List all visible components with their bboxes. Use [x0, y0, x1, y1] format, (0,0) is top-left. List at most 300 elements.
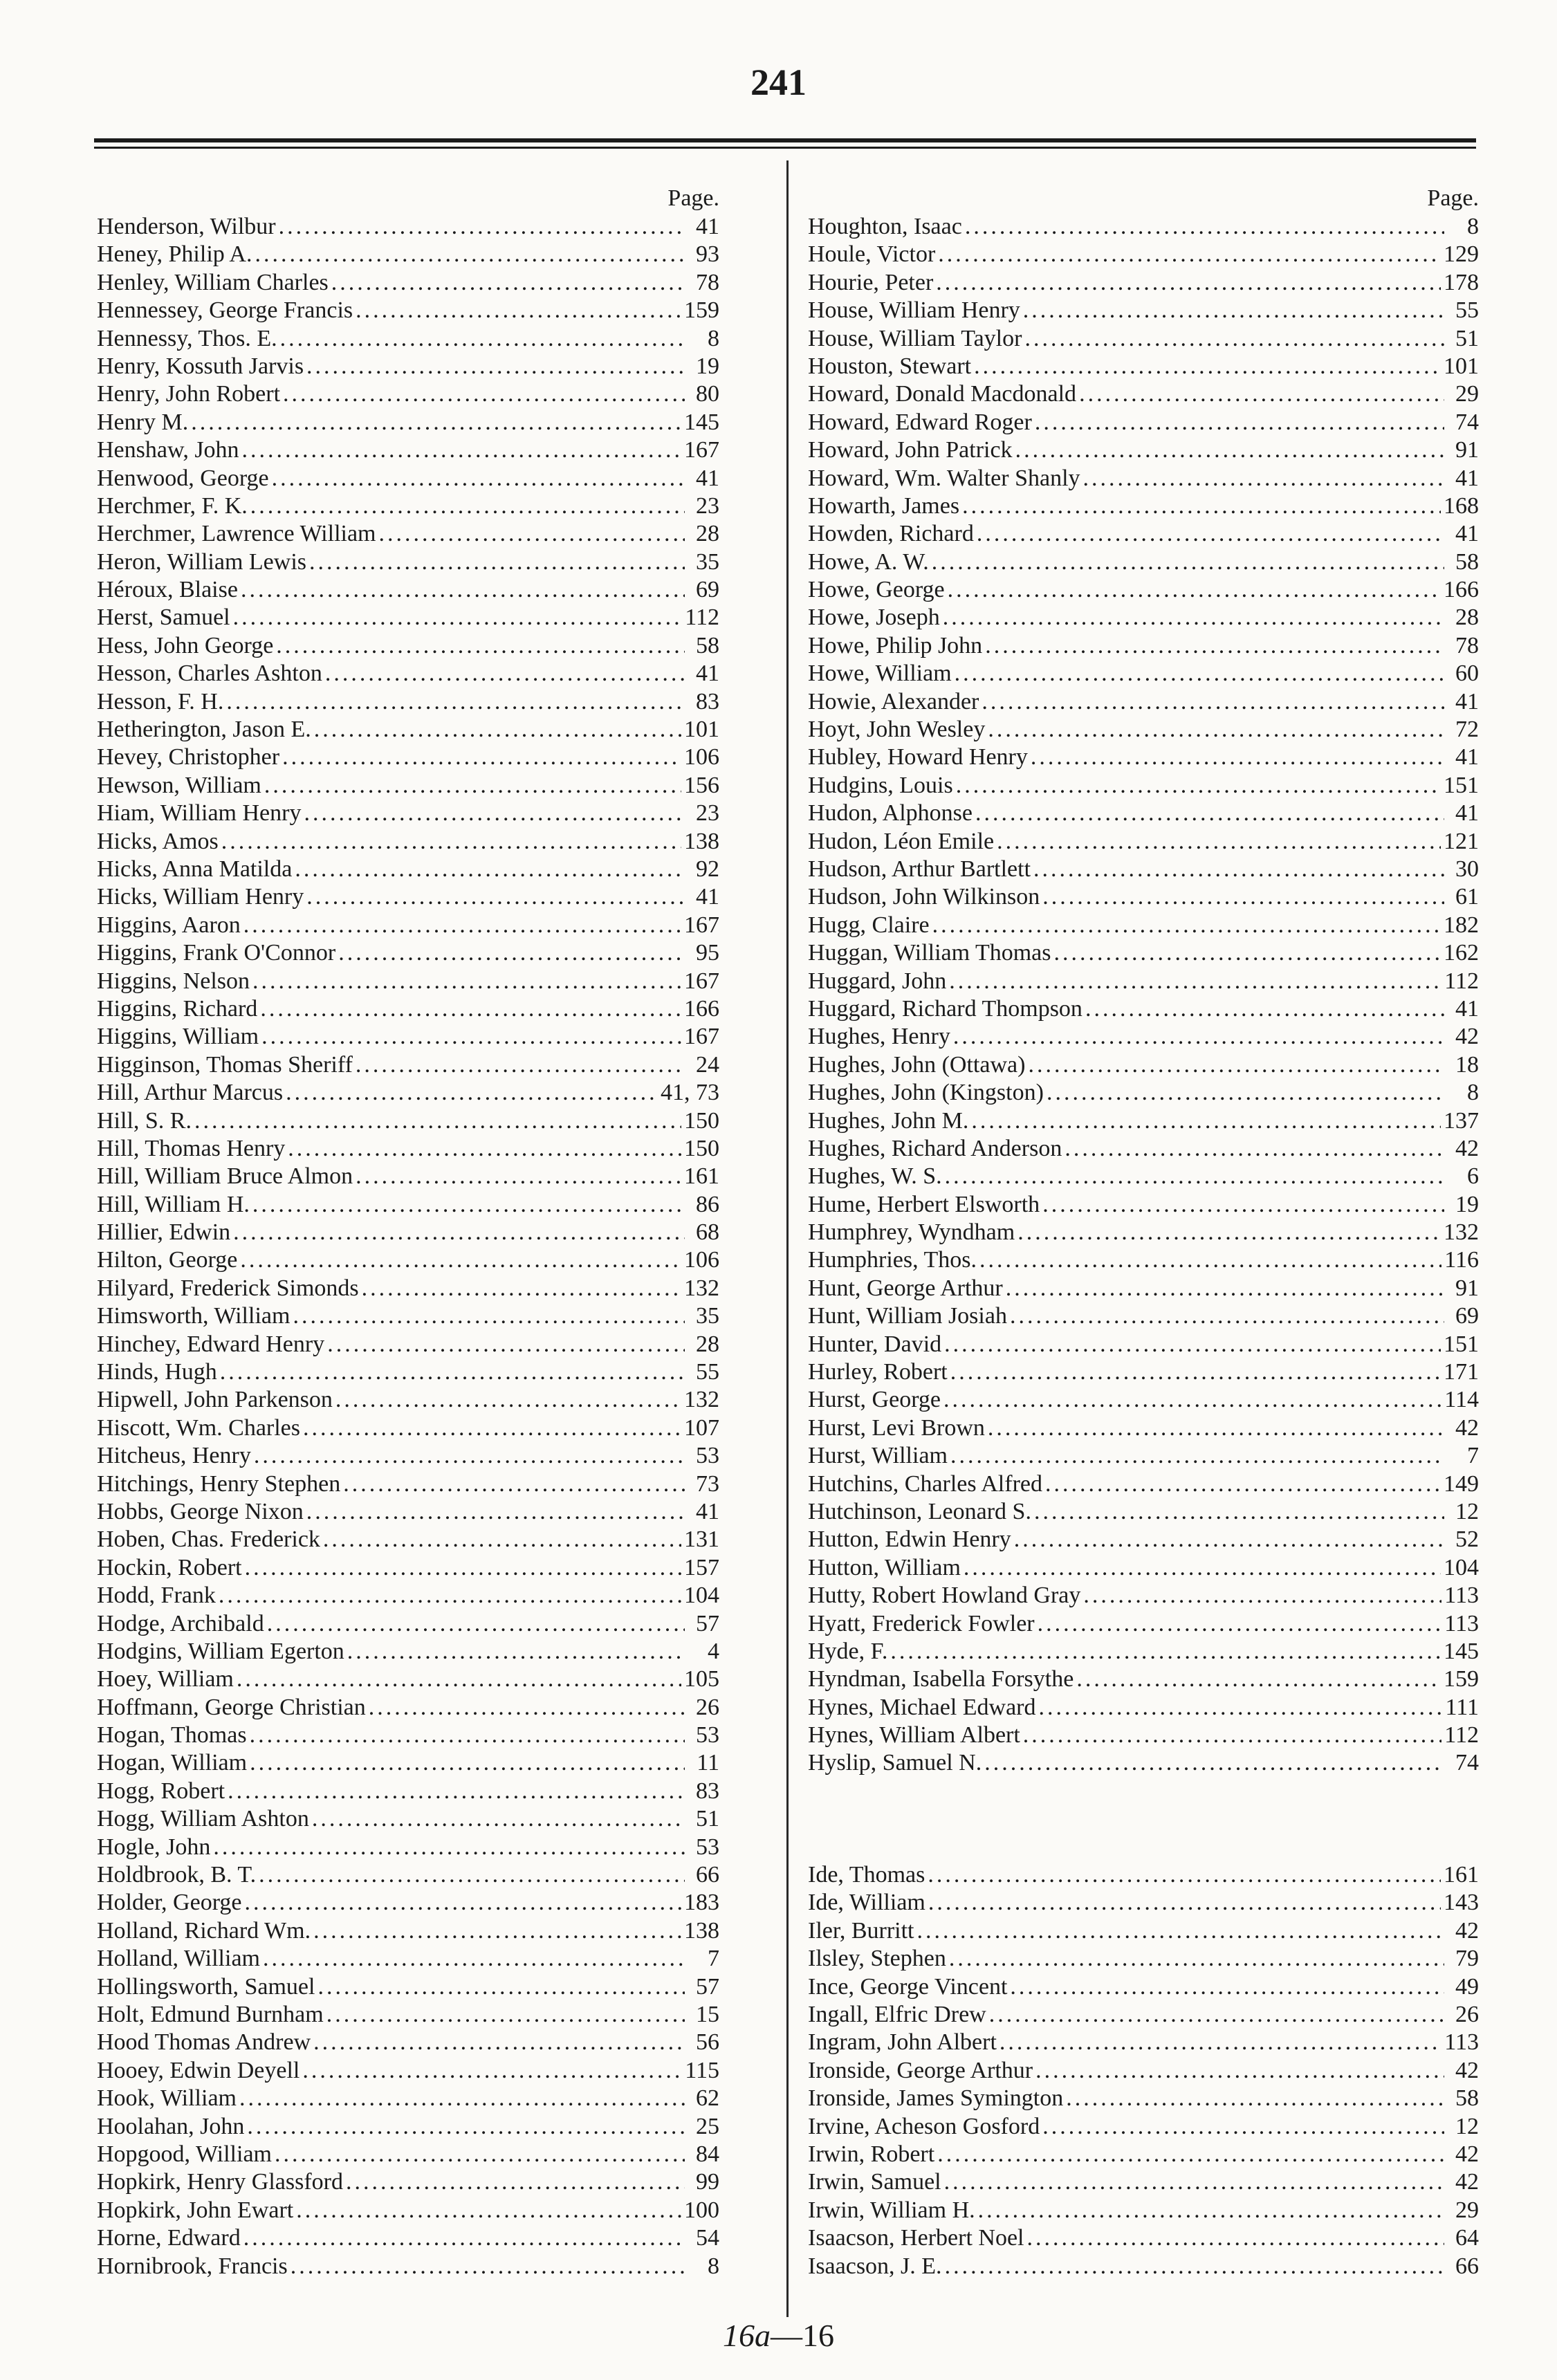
index-entry: [808, 1079, 1479, 1107]
entry-page-number: 7: [708, 1946, 719, 1972]
entry-page-number: 54: [696, 2225, 719, 2251]
column-divider: [786, 160, 789, 2317]
entry-page-number: 51: [696, 1806, 719, 1832]
dot-leader: [283, 380, 685, 408]
entry-name: Hudson, Arthur Bartlett: [808, 856, 1031, 882]
index-entry: [808, 1722, 1479, 1749]
dot-leader: [369, 1694, 685, 1722]
index-entry: [808, 520, 1479, 548]
dot-leader: [243, 912, 681, 939]
entry-name: Humphries, Thos.: [808, 1247, 977, 1273]
index-entry: [808, 2141, 1479, 2168]
index-entry: [808, 939, 1479, 967]
entry-page-number: 138: [684, 828, 719, 854]
dot-leader: [964, 1554, 1441, 1582]
entry-page-number: 112: [1444, 968, 1479, 994]
dot-leader: [302, 2057, 682, 2085]
entry-page-number: 80: [696, 381, 719, 407]
dot-leader: [306, 1498, 685, 1526]
entry-name: Hume, Herbert Elsworth: [808, 1191, 1040, 1217]
dot-leader: [237, 1666, 681, 1693]
dot-leader: [1014, 1526, 1444, 1553]
index-entry: [808, 1498, 1479, 1526]
index-entry: [808, 353, 1479, 380]
index-entry: [808, 1638, 1479, 1666]
index-entry: [97, 1051, 719, 1079]
entry-page-number: 137: [1444, 1107, 1479, 1134]
entry-name: Henry, Kossuth Jarvis: [97, 353, 304, 379]
entry-name: Hughes, John M.: [808, 1107, 969, 1134]
dot-leader: [1085, 995, 1444, 1023]
dot-leader: [280, 325, 685, 353]
entry-page-number: 159: [1444, 1666, 1479, 1692]
index-entry: [97, 492, 719, 520]
dot-leader: [988, 1414, 1444, 1442]
dot-leader: [213, 1834, 685, 1861]
dot-leader: [245, 1554, 681, 1582]
index-entry: [97, 1107, 719, 1135]
entry-name: Horne, Edward: [97, 2225, 241, 2251]
entry-name: Hudon, Alphonse: [808, 800, 973, 827]
dot-leader: [219, 1582, 681, 1609]
entry-page-number: 53: [696, 1722, 719, 1749]
dot-leader: [1010, 1302, 1444, 1330]
entry-name: Hinds, Hugh: [97, 1359, 217, 1385]
index-entry: [97, 1889, 719, 1917]
entry-page-number: 167: [684, 437, 719, 463]
entry-name: Henshaw, John: [97, 437, 239, 463]
index-entry: [97, 632, 719, 660]
entry-page-number: 107: [684, 1414, 719, 1441]
entry-name: Hill, William Bruce Almon: [97, 1163, 353, 1190]
entry-name: Hogan, William: [97, 1750, 248, 1776]
dot-leader: [346, 2168, 685, 2196]
entry-name: Hoyt, John Wesley: [808, 717, 986, 743]
page-number: 241: [750, 62, 807, 103]
entry-page-number: 104: [1444, 1554, 1479, 1580]
entry-page-number: 143: [1444, 1890, 1479, 1916]
entry-page-number: 131: [684, 1526, 719, 1553]
dot-leader: [306, 353, 685, 380]
index-entry: [808, 1275, 1479, 1302]
entry-name: Hudgins, Louis: [808, 772, 953, 798]
index-entry: [97, 1442, 719, 1470]
entry-name: Hopkirk, John Ewart: [97, 2197, 294, 2223]
entry-page-number: 138: [684, 1917, 719, 1944]
dot-leader: [303, 1414, 681, 1442]
entry-page-number: 113: [1444, 1583, 1479, 1609]
dot-leader: [326, 2001, 685, 2029]
entry-page-number: 58: [1455, 548, 1479, 575]
entry-page-number: 95: [696, 940, 719, 966]
entry-name: Hollingsworth, Samuel: [97, 1973, 315, 2000]
entry-name: Hutchinson, Leonard S.: [808, 1498, 1031, 1524]
index-entry: [808, 856, 1479, 883]
dot-leader: [979, 1246, 1441, 1274]
index-entry: [97, 1610, 719, 1638]
entry-name: Hipwell, John Parkenson: [97, 1387, 333, 1413]
entry-name: House, William Taylor: [808, 325, 1022, 351]
entry-page-number: 149: [1444, 1470, 1479, 1497]
dot-leader: [1039, 1694, 1443, 1722]
dot-leader: [338, 939, 685, 967]
entry-name: Hodge, Archibald: [97, 1610, 264, 1636]
entry-name: Howard, Wm. Walter Shanly: [808, 465, 1080, 491]
index-entry: [97, 1498, 719, 1526]
index-entry: [97, 436, 719, 464]
dot-leader: [928, 1889, 1441, 1917]
entry-name: Heney, Philip A.: [97, 241, 252, 268]
entry-name: Irvine, Acheson Gosford: [808, 2113, 1040, 2139]
index-entry: [97, 716, 719, 744]
index-entry: [97, 604, 719, 631]
entry-page-number: 24: [696, 1051, 719, 1078]
dot-leader: [1028, 1051, 1444, 1079]
dot-leader: [1015, 436, 1444, 464]
dot-leader: [999, 2029, 1441, 2056]
index-entry: [97, 353, 719, 380]
dot-leader: [1047, 1079, 1444, 1107]
entry-name: Higgins, Richard: [97, 995, 258, 1022]
dot-leader: [1042, 883, 1444, 911]
entry-name: Hennessy, Thos. E.: [97, 325, 277, 351]
dot-leader: [1042, 2113, 1444, 2141]
signature-number: —16: [771, 2318, 834, 2353]
entry-name: Hodd, Frank: [97, 1583, 216, 1609]
entry-name: Hurley, Robert: [808, 1359, 948, 1385]
entry-name: Hess, John George: [97, 632, 274, 658]
entry-page-number: 8: [708, 325, 719, 351]
entry-page-number: 41, 73: [661, 1080, 719, 1106]
entry-page-number: 182: [1444, 912, 1479, 938]
index-entry: [808, 1917, 1479, 1945]
dot-leader: [317, 1973, 685, 2001]
index-entry: [808, 1889, 1479, 1917]
entry-page-number: 69: [1455, 1303, 1479, 1329]
index-entry: [97, 1638, 719, 1666]
entry-page-number: 150: [684, 1107, 719, 1134]
entry-page-number: 18: [1455, 1051, 1479, 1078]
index-entry: [97, 1861, 719, 1889]
dot-leader: [956, 772, 1441, 800]
index-entry: [97, 1135, 719, 1163]
entry-page-number: 41: [1455, 995, 1479, 1022]
entry-page-number: 79: [1455, 1946, 1479, 1972]
dot-leader: [279, 213, 685, 241]
entry-name: Ingram, John Albert: [808, 2029, 997, 2056]
index-entry: [97, 828, 719, 856]
dot-leader: [948, 576, 1441, 604]
entry-name: Hockin, Robert: [97, 1554, 242, 1580]
index-entry: [808, 548, 1479, 576]
index-entry: [97, 2141, 719, 2168]
entry-name: Hill, Arthur Marcus: [97, 1080, 284, 1106]
index-entry: [808, 632, 1479, 660]
entry-name: Hyatt, Frederick Fowler: [808, 1610, 1035, 1636]
entry-page-number: 25: [696, 2113, 719, 2139]
entry-page-number: 8: [708, 2253, 719, 2279]
entry-page-number: 91: [1455, 437, 1479, 463]
index-entry: [97, 241, 719, 268]
entry-page-number: 42: [1455, 1414, 1479, 1441]
entry-name: Herchmer, Lawrence William: [97, 521, 376, 547]
index-entry: [97, 1275, 719, 1302]
index-entry: [808, 2057, 1479, 2085]
entry-page-number: 41: [1455, 521, 1479, 547]
entry-page-number: 51: [1455, 325, 1479, 351]
entry-page-number: 62: [696, 2085, 719, 2112]
entry-name: Hurst, George: [808, 1387, 941, 1413]
index-entry: [97, 1722, 719, 1749]
entry-page-number: 26: [1455, 2002, 1479, 2027]
dot-leader: [988, 716, 1444, 744]
entry-page-number: 28: [696, 521, 719, 547]
entry-page-number: 60: [1455, 661, 1479, 687]
entry-page-number: 78: [696, 269, 719, 295]
dot-leader: [953, 1023, 1444, 1051]
index-entry: [808, 1442, 1479, 1470]
dot-leader: [1054, 939, 1441, 967]
dot-leader: [254, 1442, 685, 1470]
index-entry: [97, 2001, 719, 2029]
index-entry: [808, 744, 1479, 771]
entry-name: Ilsley, Stephen: [808, 1946, 946, 1972]
index-entry: [97, 380, 719, 408]
entry-name: Howe, Joseph: [808, 605, 940, 631]
entry-page-number: 121: [1444, 828, 1479, 854]
entry-page-number: 41: [696, 214, 719, 239]
dot-leader: [291, 2253, 685, 2280]
index-entry: [808, 772, 1479, 800]
dot-leader: [1026, 2224, 1444, 2252]
entry-page-number: 78: [1455, 632, 1479, 658]
entry-page-number: 83: [696, 688, 719, 714]
index-entry: [97, 1554, 719, 1582]
entry-name: Hughes, W. S.: [808, 1163, 942, 1190]
dot-leader: [220, 1358, 685, 1386]
dot-leader: [293, 1302, 685, 1330]
entry-page-number: 42: [1455, 2141, 1479, 2167]
entry-page-number: 168: [1444, 492, 1479, 519]
dot-leader: [1006, 1275, 1444, 1302]
entry-page-number: 15: [696, 2002, 719, 2027]
entry-name: Howe, George: [808, 577, 945, 603]
entry-page-number: 74: [1455, 409, 1479, 435]
index-entry: [97, 1805, 719, 1833]
entry-page-number: 157: [684, 1554, 719, 1580]
entry-name: Hinchey, Edward Henry: [97, 1331, 325, 1357]
index-entry: [97, 883, 719, 911]
dot-leader: [1035, 2057, 1444, 2085]
index-entry: [808, 1414, 1479, 1442]
dot-leader: [327, 1331, 685, 1358]
entry-name: Hogan, Thomas: [97, 1722, 247, 1749]
index-entry: [97, 856, 719, 883]
entry-name: Herchmer, F. K.: [97, 492, 248, 519]
entry-page-number: 12: [1455, 1498, 1479, 1524]
entry-name: Hubley, Howard Henry: [808, 744, 1028, 771]
entry-name: Hughes, John (Kingston): [808, 1080, 1044, 1106]
entry-page-number: 162: [1444, 940, 1479, 966]
index-entry: [808, 325, 1479, 353]
index-entry: [808, 1107, 1479, 1135]
entry-page-number: 112: [1444, 1722, 1479, 1749]
index-entry: [97, 409, 719, 436]
entry-page-number: 114: [1444, 1387, 1479, 1413]
entry-name: Hoey, William: [97, 1666, 234, 1692]
entry-page-number: 30: [1455, 856, 1479, 882]
dot-leader: [313, 1917, 681, 1945]
index-entry: [97, 939, 719, 967]
entry-page-number: 42: [1455, 1917, 1479, 1944]
entry-page-number: 101: [684, 717, 719, 743]
printer-signature: [0, 2317, 1557, 2354]
entry-page-number: 101: [1444, 353, 1479, 379]
dot-leader: [1023, 1722, 1441, 1749]
dot-leader: [259, 1861, 685, 1889]
entry-page-number: 171: [1444, 1359, 1479, 1385]
index-entry: [808, 436, 1479, 464]
entry-name: Howie, Alexander: [808, 688, 979, 714]
entry-page-number: 91: [1455, 1275, 1479, 1301]
index-entry: [97, 1386, 719, 1414]
dot-leader: [276, 632, 685, 660]
entry-page-number: 115: [685, 2057, 719, 2083]
entry-name: Hicks, Amos: [97, 828, 219, 854]
entry-name: Howard, John Patrick: [808, 437, 1013, 463]
dot-leader: [1045, 1470, 1441, 1498]
left-page-column-header: Page.: [667, 185, 719, 211]
entry-name: Hill, William H.: [97, 1191, 250, 1217]
entry-name: Hoolahan, John: [97, 2113, 245, 2139]
entry-name: Hevey, Christopher: [97, 744, 280, 771]
entry-name: Hopkirk, Henry Glassford: [97, 2169, 343, 2195]
entry-page-number: 61: [1455, 884, 1479, 910]
dot-leader: [943, 1386, 1441, 1414]
dot-leader: [282, 744, 681, 771]
index-entry: [808, 883, 1479, 911]
entry-page-number: 41: [1455, 688, 1479, 714]
dot-leader: [890, 1638, 1441, 1666]
dot-leader: [1034, 1498, 1444, 1526]
dot-leader: [295, 856, 685, 883]
entry-page-number: 6: [1467, 1163, 1479, 1190]
index-entry: [97, 576, 719, 604]
index-entry: [808, 2168, 1479, 2196]
index-entry: [97, 1470, 719, 1498]
index-entry: [808, 492, 1479, 520]
entry-name: Isaacson, J. E.: [808, 2253, 942, 2279]
index-entry: [97, 1331, 719, 1358]
entry-page-number: 41: [1455, 465, 1479, 491]
entry-page-number: 19: [696, 353, 719, 379]
index-entry: [808, 688, 1479, 716]
entry-name: Ironside, George Arthur: [808, 2057, 1033, 2083]
entry-page-number: 42: [1455, 1135, 1479, 1161]
index-entry: [97, 2224, 719, 2252]
index-entry: [808, 213, 1479, 241]
dot-leader: [962, 492, 1441, 520]
dot-leader: [228, 1778, 685, 1805]
index-entry: [97, 548, 719, 576]
entry-name: Hutton, William: [808, 1554, 961, 1580]
index-entry: [97, 995, 719, 1023]
entry-name: Isaacson, Herbert Noel: [808, 2225, 1024, 2251]
dot-leader: [937, 2141, 1444, 2168]
entry-name: Hurst, William: [808, 1443, 948, 1469]
entry-name: Higgins, Aaron: [97, 912, 241, 938]
dot-leader: [944, 2168, 1444, 2196]
entry-name: Hood Thomas Andrew: [97, 2029, 311, 2056]
dot-leader: [1033, 856, 1444, 883]
index-entry: [97, 1834, 719, 1861]
dot-leader: [347, 1638, 685, 1666]
entry-page-number: 7: [1467, 1443, 1479, 1469]
entry-name: Hughes, Richard Anderson: [808, 1135, 1062, 1161]
dot-leader: [955, 660, 1444, 688]
entry-page-number: 55: [1455, 297, 1479, 324]
index-entry: [808, 1973, 1479, 2001]
entry-name: Ide, Thomas: [808, 1862, 925, 1888]
index-entry: [808, 1610, 1479, 1638]
entry-page-number: 56: [696, 2029, 719, 2056]
entry-name: Hutty, Robert Howland Gray: [808, 1583, 1081, 1609]
entry-name: Hogle, John: [97, 1834, 211, 1860]
entry-page-number: 129: [1444, 241, 1479, 268]
index-entry: [97, 1023, 719, 1051]
dot-leader: [239, 2085, 685, 2112]
dot-leader: [1017, 1219, 1441, 1246]
dot-leader: [945, 2253, 1444, 2280]
entry-name: Howe, Philip John: [808, 632, 983, 658]
entry-page-number: 167: [684, 968, 719, 994]
dot-leader: [264, 772, 681, 800]
dot-leader: [379, 520, 685, 548]
entry-page-number: 8: [1467, 1080, 1479, 1106]
entry-page-number: 116: [1444, 1247, 1479, 1273]
dot-leader: [975, 800, 1444, 827]
entry-name: Hitchings, Henry Stephen: [97, 1470, 341, 1497]
dot-leader: [965, 213, 1444, 241]
dot-leader: [247, 2113, 685, 2141]
entry-page-number: 42: [1455, 2169, 1479, 2195]
entry-name: Holland, William: [97, 1946, 260, 1972]
dot-leader: [944, 1331, 1441, 1358]
entry-page-number: 83: [696, 1778, 719, 1804]
dot-leader: [950, 1442, 1444, 1470]
dot-leader: [243, 2224, 685, 2252]
entry-name: Himsworth, William: [97, 1303, 291, 1329]
index-entry: [808, 800, 1479, 827]
index-entry: [808, 968, 1479, 995]
entry-name: Howarth, James: [808, 492, 960, 519]
dot-leader: [335, 1386, 681, 1414]
entry-page-number: 99: [696, 2169, 719, 2195]
entry-name: Hooey, Edwin Deyell: [97, 2057, 300, 2083]
entry-page-number: 132: [684, 1275, 719, 1301]
entry-name: Herst, Samuel: [97, 605, 230, 631]
index-entry: [808, 1331, 1479, 1358]
dot-leader: [356, 1051, 685, 1079]
index-entry: [97, 2113, 719, 2141]
index-entry: [808, 1945, 1479, 1973]
entry-page-number: 28: [1455, 605, 1479, 631]
entry-page-number: 84: [696, 2141, 719, 2167]
dot-leader: [286, 1079, 658, 1107]
dot-leader: [1031, 744, 1444, 771]
entry-page-number: 178: [1444, 269, 1479, 295]
entry-page-number: 68: [696, 1219, 719, 1246]
